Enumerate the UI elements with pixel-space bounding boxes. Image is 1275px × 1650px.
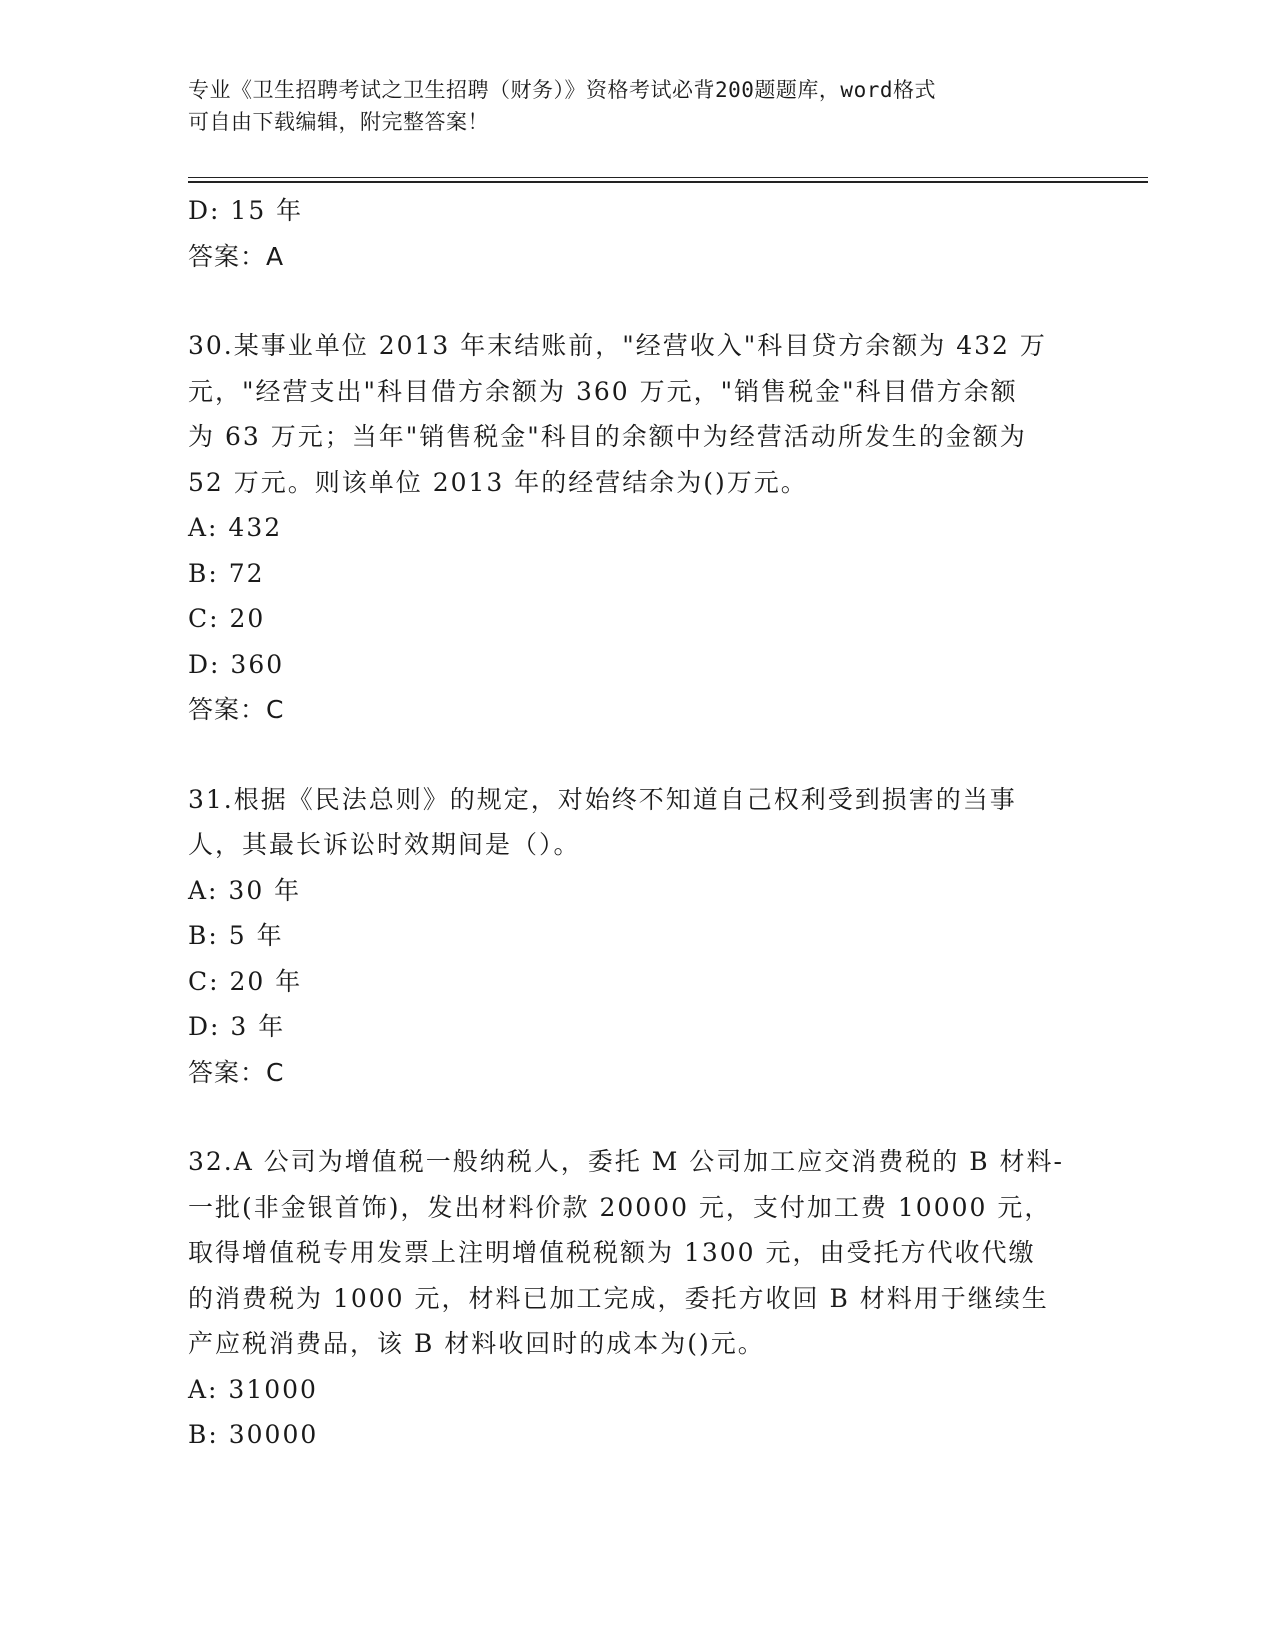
option-d: D: 15 年 [188,196,304,225]
option-a: A: 31000 [188,1374,318,1404]
question-list [188,188,1088,1458]
option-b: B: 30000 [188,1420,319,1449]
question-stem-line: 的消费税为 1000 元，材料已加工完成，委托方收回 B 材料用于继续生 [188,1283,1049,1313]
option-c: C: 20 [188,604,266,633]
header-line: 可自由下载编辑，附完整答案！ [188,110,489,134]
header-line: 专业《卫生招聘考试之卫生招聘（财务）》资格考试必背200题题库，word格式 [188,78,936,102]
prev-question-tail [188,188,1088,279]
option-a: A: 30 年 [188,875,302,905]
option-a: A: 432 [188,513,283,542]
question-stem-line: 为 63 万元；当年"销售税金"科目的余额中为经营活动所发生的金额为 [188,422,1027,451]
question-stem-line: 一批(非金银首饰)，发出材料价款 20000 元，支付加工费 10000 元， [188,1192,1052,1222]
document-header [188,74,1068,138]
question-30 [188,323,1088,733]
question-stem-line: 52 万元。则该单位 2013 年的经营结余为()万元。 [188,467,808,497]
answer-line: 答案：A [188,241,285,271]
header-divider [188,177,1148,178]
option-d: D: 360 [188,649,285,679]
question-32 [188,1139,1088,1458]
question-stem-line: 元，"经营支出"科目借方余额为 360 万元，"销售税金"科目借方余额 [188,376,1018,406]
answer-line: 答案：C [188,695,285,724]
question-31 [188,777,1088,1096]
option-b: B: 72 [188,558,265,588]
question-stem-line: 30.某事业单位 2013 年末结账前，"经营收入"科目贷方余额为 432 万 [188,331,1047,360]
header-divider-thick [188,181,1148,183]
option-d: D: 3 年 [188,1012,286,1041]
option-c: C: 20 年 [188,966,303,996]
question-stem-line: 产应税消费品，该 B 材料收回时的成本为()元。 [188,1329,765,1358]
question-stem-line: 取得增值税专用发票上注明增值税税额为 1300 元，由受托方代收代缴 [188,1238,1036,1267]
answer-line: 答案：C [188,1057,285,1087]
question-stem-line: 人，其最长诉讼时效期间是（）。 [188,830,581,859]
option-b: B: 5 年 [188,921,284,950]
question-stem-line: 31.根据《民法总则》的规定，对始终不知道自己权利受到损害的当事 [188,784,1017,814]
question-stem-line: 32.A 公司为增值税一般纳税人，委托 M 公司加工应交消费税的 B 材料- [188,1147,1064,1176]
